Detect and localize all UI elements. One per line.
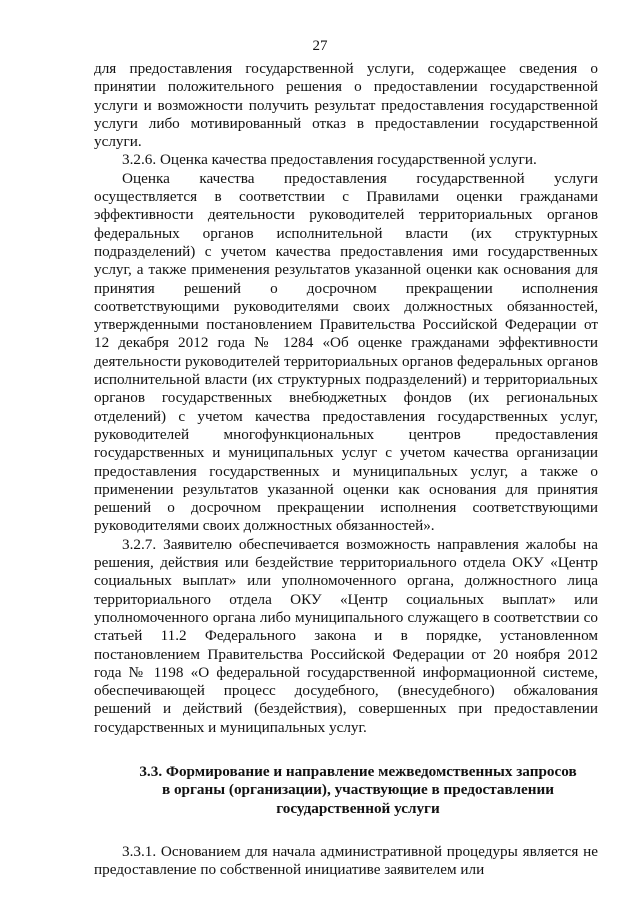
paragraph-continuation: для предоставления государственной услуги, содержащее сведения о принятии положительного решения о предоставлении государственной услуги и возможности получить результат предоставления государственной услуги либо мотивированный отказ в предоставлении государственной услуги. xyxy=(94,60,598,151)
paragraph-3-3-1: 3.3.1. Основанием для начала административной процедуры является не предоставление по собственной инициативе заявителем или xyxy=(94,842,598,879)
paragraph-quality-assessment: Оценка качества предоставления государственной услуги осуществляется в соответствии с Правилами оценки гражданами эффективности деятельности руководителей территориальных органов федеральных органов исполнительной власти (их структурных подразделений) с учетом качества предоставления ими государственных услуг, а также применения результатов указанной оценки как основания для принятия решений о досрочном прекращении исполнения соответствующими руководителями своих должностных обязанностей, утвержденными постановлением Правительства Российской Федерации от 12 декабря 2012 года № 1284 «Об оценке гражданами эффективности деятельности руководителей территориальных органов федеральных органов исполнительной власти (их структурных подразделений) и территориальных органов государственных внебюджетных фондов (их региональных отделений) с учетом качества предоставления государственных услуг, руководителей многофункциональных центров предоставления государственных и муниципальных услуг с учетом качества организации предоставления государственных и муниципальных услуг, а также о применении результатов указанной оценки как основания для принятия решений о досрочном прекращении исполнения соответствующими руководителями своих должностных обязанностей». xyxy=(94,169,598,535)
section-heading-line: государственной услуги xyxy=(276,799,440,817)
section-heading-3-3 xyxy=(94,763,598,818)
section-heading-line: 3.3. Формирование и направление межведомственных запросов xyxy=(139,762,577,780)
paragraph-3-2-6: 3.2.6. Оценка качества предоставления государственной услуги. xyxy=(122,151,537,169)
section-heading-line: в органы (организации), участвующие в предоставлении xyxy=(161,781,555,799)
paragraph-3-2-7: 3.2.7. Заявителю обеспечивается возможность направления жалобы на решения, действия или бездействие территориального отдела ОКУ «Центр социальных выплат» или уполномоченного органа, должностного лица территориального отдела ОКУ «Центр социальных выплат» или уполномоченного органа либо муниципального служащего в соответствии со статьей 11.2 Федерального закона и в порядке, установленном постановлением Правительства Российской Федерации от 20 ноября 2012 года № 1198 «О федеральной государственной информационной системе, обеспечивающей процесс досудебного, (внесудебного) обжалования решений и действий (бездействия), совершенных при предоставлении государственных и муниципальных услуг. xyxy=(94,535,598,736)
document-body xyxy=(94,60,598,879)
page-number: 27 xyxy=(312,38,328,54)
